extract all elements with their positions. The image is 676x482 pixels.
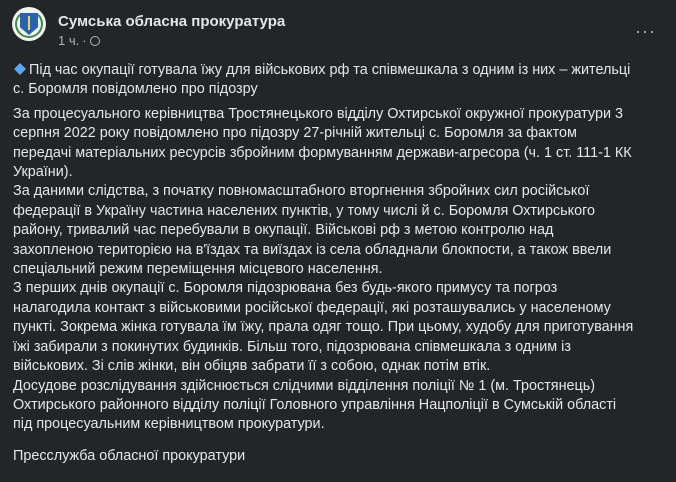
headline-line: Під час окупації готувала їжу для військових рф та співмешкала з одним із них – жительці [13, 61, 633, 80]
post-time[interactable]: 1 ч. [58, 33, 80, 48]
separator: · [82, 33, 87, 48]
page-avatar[interactable] [12, 7, 46, 41]
paragraph-line: серпня 2022 року повідомлено про підозру 27-річній жительці с. Боромля за фактом [13, 125, 577, 142]
paragraph-line: району, тривалий час перебували в окупації. Військові рф з метою контролю над [13, 222, 554, 239]
more-options-button[interactable]: ··· [635, 21, 656, 41]
post-meta [58, 33, 100, 48]
paragraph-line: України). [13, 164, 73, 181]
headline-line: с. Боромля повідомлено про підозру [13, 81, 258, 98]
paragraph-line: За даними слідства, з початку повномасштабного вторгнення збройних сил російської [13, 183, 590, 200]
paragraph-line: З перших днів окупації с. Боромля підозрювана без будь-якого примусу та погроз [13, 280, 558, 297]
globe-icon [90, 36, 100, 46]
paragraph-line: військових. Зі слів жінки, він обіцяв забрати її з собою, однак потім втік. [13, 358, 491, 375]
author-name[interactable]: Сумська обласна прокуратура [58, 13, 286, 30]
paragraph-line: федерації в Україну частина населених пунктів, у тому числі й с. Боромля Охтирського [13, 202, 596, 219]
paragraph-line: За процесуального керівництва Тростянецького відділу Охтирської окружної прокуратури 3 [13, 105, 624, 122]
paragraph-line: спеціальний режим переміщення місцевого населення. [13, 261, 383, 278]
paragraph-line: пункті. Зокрема жінка готувала їм їжу, прала одяг тощо. При цьому, худобу для приготування [13, 319, 634, 336]
paragraph-line: передачі матеріальних ресурсів збройним формуванням держави-агресора (ч. 1 ст. 111-1 КК [13, 144, 632, 161]
post-paragraph [13, 105, 633, 435]
paragraph-line: захопленою територією на в'їздах та виїздах із села обладнали блокпости, а також ввели [13, 241, 612, 258]
paragraph-line: Досудове розслідування здійснюється слідчими відділення поліції № 1 (м. Тростянець) [13, 377, 596, 394]
signature: Пресслужба обласної прокуратури [13, 447, 246, 464]
paragraph-line: Охтирського районного відділу поліції Головного управління Нацполіції в Сумській області [13, 396, 617, 413]
blue-diamond-icon [14, 63, 26, 75]
post-body [13, 61, 633, 466]
paragraph-line: налагодила контакт з військовими російської федерації, які розташувались у населеному [13, 299, 611, 316]
paragraph-line: їжі забирали з покинутих будинків. Більш того, підозрювана співмешкала з одним із [13, 338, 571, 355]
paragraph-line: під процесуальним керівництвом прокуратури. [13, 416, 325, 433]
